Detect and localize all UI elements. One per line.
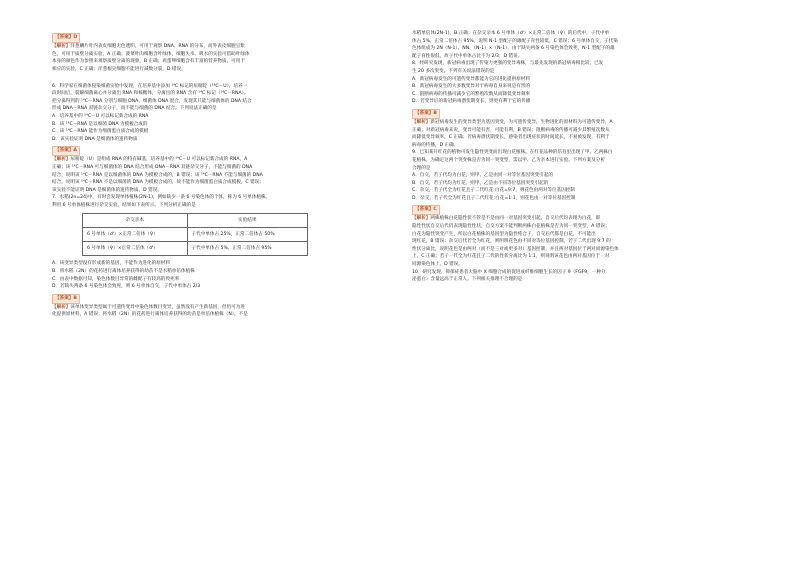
question-6-line: 段时间后，裂解细菌离心并分离出 RNA 和核糖体，分离出的 RNA 含有 ¹⁴C 标记（¹⁴C－RNA）。 <box>52 91 249 97</box>
table-row <box>83 242 308 256</box>
question-6-line: 形成 DNA－RNA 双链杂交分子，而不能与细菌的 DNA 结合。下列说法正确的是 <box>52 106 217 112</box>
option-d: D．若缺失两条 6 号染色体会致死，则 6 号单体自交，子代中单体占 2/3 <box>52 284 201 290</box>
explanation-line: 结合，说明该 ¹⁴C－RNA 是以细菌体的 DNA 为模板合成的，B 错误；该 ¹⁴C－RNA 不能与细菌的 DNA <box>52 172 263 178</box>
explanation-line: 现红花，B 错误；杂交后代若全为红花，则明明花色由不同对等位基因控制，若子二代出现 9:7 的 <box>412 239 611 245</box>
explanation-line: 色体组成为 2N（N-1）、NN、（N-1）×（N-1），由于缺失两条 6 号染色体会致死，N-1 型配子的雄 <box>412 46 615 52</box>
question-7-line: 7．水稻(2n=24)中，有时会发现单体植株(2N-1)，例如缺少一条 6 号染色体的个体，称为 6 号单体植株。 <box>52 195 271 201</box>
option-b: B．将水稻（2N）的花药进行离体培养获得的幼苗不是水稻单倍体植株 <box>52 269 195 275</box>
answer-badge: 【答案】D <box>52 33 80 43</box>
option-a: A．新冠病毒发生的可遗传变异都能为它的进化提供原材料 <box>412 76 530 82</box>
option-b: B．新冠病毒发生的大多数变异对于病毒自身来说是有害的 <box>412 84 530 90</box>
cross-result-table <box>82 213 308 256</box>
table-cell: 子代中单体占 25%，正常二倍体占 50% <box>187 228 308 242</box>
table-cell: 子代中单体占 5%，正常二倍体占 95% <box>187 242 308 256</box>
explanation-line: 化提供原材料，A 错误；将水稻（2N）的花药进行离体培养获得的幼苗是单倍体植株（N），不是 <box>52 312 248 318</box>
question-6-line: 6．科学家在细菌体侵染细菌实验中发现，在培养基中添加 ¹⁴C 标记的尿嘧啶（¹⁴C－U），培养一 <box>52 83 248 89</box>
explanation-line: 色，可用于质壁分离实验，A 正确；菠菜叶肉细胞含叶绿体，细胞失水、吸水的实验可借助叶绿体 <box>52 51 250 57</box>
option-c: C．阻断病毒的传播可减少它的繁殖次数从而降低变异频率 <box>412 91 531 97</box>
option-c: C．杂交，若子代全为红花且子二代红花:白花=9:7，则花色由两对等位基因控制 <box>412 188 576 194</box>
explanation-line: 【解析】两株植株白花隐性状不管是不是由同一对基因突变引起，自交后代均表现为白花，即 <box>412 216 601 222</box>
table-cell: 6 号单体（♀）×正常二倍体（♂） <box>83 242 188 256</box>
table-cell: 6 号单体（♂）×正常二倍体（♀） <box>83 228 188 242</box>
question-8-line: 生 20 多次突变。下列有关说法错误的是 <box>412 68 495 74</box>
explanation-line: 正确；对新冠病毒来说，变异可能有害，可能有利，B 错误；阻断病毒的传播可减少其繁殖次数从 <box>412 127 610 133</box>
explanation-line: 性状分离比，说明花色是由两对（而不是三对或更多对）基因控制，并且两对基因位于两对同源染色体 <box>412 246 619 252</box>
option-a: A．培养基中的 ¹⁴C－U 可以标记新合成的 RNA <box>52 113 149 119</box>
explanation-label: 【解析】 <box>412 119 431 125</box>
explanation-label: 【解析】 <box>52 157 71 163</box>
explanation-label: 【解析】 <box>52 44 71 49</box>
explanation-line: 【解析】洋葱鳞片叶内表皮细胞无色透明，可用于观察 DNA、RNA 的分布，而外表皮细胞呈紫 <box>52 44 245 49</box>
option-a: A．该变异类型没有形成新的基因，不能作为进化的原材料 <box>52 261 170 267</box>
explanation-line: 【解析】新冠病毒发生的变异类型为基因突变，为可遗传变异，生物进化的原材料为可遗传变异，A <box>412 119 613 125</box>
option-c: C．由表中数据可知，染色体数目异常的雌配子有较高的致死率 <box>52 276 180 282</box>
question-9-line: 9．已知某开红花的植物可发生隐性突变而出现白花植株。在红花品种的培育里出现了甲、乙两株白 <box>412 150 613 156</box>
table-header: 杂交亲本 <box>83 214 188 228</box>
question-10-line: 泌蛋白）含量远高于正常人。下列相关推理不合理的是 <box>412 277 523 283</box>
option-a: A．自交，若子代均为白花，则甲、乙是由同一对等位基因突变引起的 <box>412 173 553 179</box>
explanation-label: 【解析】 <box>412 216 431 222</box>
explanation-line: 病毒的传播，D 正确。 <box>412 142 459 148</box>
answer-badge: 【答案】B <box>412 109 440 119</box>
explanation-line: 体占 5%，正常二倍体占 95%，说明 N-1 型配子的雄配子育性较低，C 错误；6 号单体自交，子代染 <box>412 38 618 44</box>
explanation-line: 而降低变异频率，C 正确；若病毒潜伏期变长，感染者出现症状的时间延长，不易被发现，有利于 <box>412 135 610 141</box>
explanation-label: 【解析】 <box>52 304 71 310</box>
question-7-line: 利用 6 号单体植株进行杂交实验，结果如下表所示。下列分析正确的是 <box>52 202 196 208</box>
answer-badge: 【答案】B <box>52 294 80 304</box>
explanation-line: 该实验不能证明 DNA 是细菌体的遗传物质，D 错误。 <box>52 187 162 193</box>
right-column <box>412 30 762 284</box>
answer-badge: 【答案】C <box>412 205 440 215</box>
table-row <box>83 228 308 242</box>
explanation-line: 配子育性很低，故子代中单体占比不为 2/3，D 错误。 <box>412 53 523 59</box>
option-b: B．该 ¹⁴C－RNA 是以细菌 DNA 为模板合成的 <box>52 121 148 127</box>
explanation-line: 【解析】该单体变异类型属于可遗传变异中染色体数目变异，虽然没有产生新基因，但仍可为进 <box>52 304 245 310</box>
explanation-line: 【解析】尿嘧啶（U）是组成 RNA 的特有碱基，培养基中的 ¹⁴C－U 可以标记新合成的 RNA，A <box>52 157 248 163</box>
option-d: D．杂交，若子代全为红花且子二代红花:白花=1:1，则花色由一对等位基因控制 <box>412 195 576 201</box>
explanation-line: 正确；该 ¹⁴C－RNA 可与细菌体的 DNA 结合形成 DNA－RNA 双链杂交分子，不能与细菌的 DNA <box>52 164 253 170</box>
option-c: C．该 ¹⁴C－RNA 能作为细菌蛋白质合成的模板 <box>52 129 149 135</box>
explanation-line: 结合，说明该 ¹⁴C－RNA 不是以细菌的 DNA 为模板合成的，故不能作为细菌蛋白质合成模板，C 错误； <box>52 180 264 186</box>
explanation-line: 本身的颜色作为参照来观察质壁分离的现象，B 正确；鸡蛋卵细胞含有丰富的营养物质，可用于 <box>52 59 245 65</box>
explanation-line: 上，C 正确；若子一代全为红花且子二代的性状分离比为 1:1，则说明该花色由两对基因位于一对 <box>412 254 610 260</box>
question-10-line: 10．研究发现，抑郁症患者大脑中 X 细胞合成的促进成纤维细胞生长的因子 9（FGF9，一种分 <box>412 269 606 275</box>
answer-badge: 【答案】A <box>52 146 80 156</box>
option-d: D．若变异后的新冠病毒潜伏期变长，则更有利于它的传播 <box>412 99 531 105</box>
explanation-line: 白花为隐性突变产生，所以白花植株的基因型为隐性纯合子，自交后代都是白花，不可能出 <box>412 231 596 237</box>
explanation-line: 水稻单倍体(2N-1)，B 正确；在杂交亲本 6 号单体（♂）×正常二倍体（♀）的后代中，子代中单 <box>412 31 610 36</box>
explanation-line: 同源染色体上，D 错误。 <box>412 262 463 268</box>
question-8-line: 8．经研究发现，新冠病毒出现了传染力更强的变异毒株，与最先发现的新冠病毒相比较，已发 <box>412 61 604 67</box>
explanation-line: 相应的实验，C 正确；洋葱根尖细胞不能进行减数分裂，D 错误。 <box>52 66 186 72</box>
question-9-line: 合理的是 <box>412 165 431 171</box>
question-6-line: 把分离得到的 ¹⁴C－RNA 分别与细胞 DNA、细菌体 DNA 混合，发现其只能与细菌体的 DNA 结合 <box>52 98 252 104</box>
option-b: B．自交，若子代均为红花，则甲、乙是由不同等位基因突变引起的 <box>412 180 549 186</box>
option-d: D．该实验证明 DNA 是细菌体的遗传物质 <box>52 136 138 142</box>
left-column <box>52 30 402 319</box>
table-header: 实验结果 <box>187 214 308 228</box>
explanation-line: 隐性性状自交后代仍表现隐性性状，自交方案不能判断两株白花植株是否为同一突变型，A 错误； <box>412 224 610 230</box>
question-9-line: 花植株，为确定这两个突变株是否为同一突变型，需以甲、乙为亲本进行实验。下列方案及分析 <box>412 157 605 163</box>
